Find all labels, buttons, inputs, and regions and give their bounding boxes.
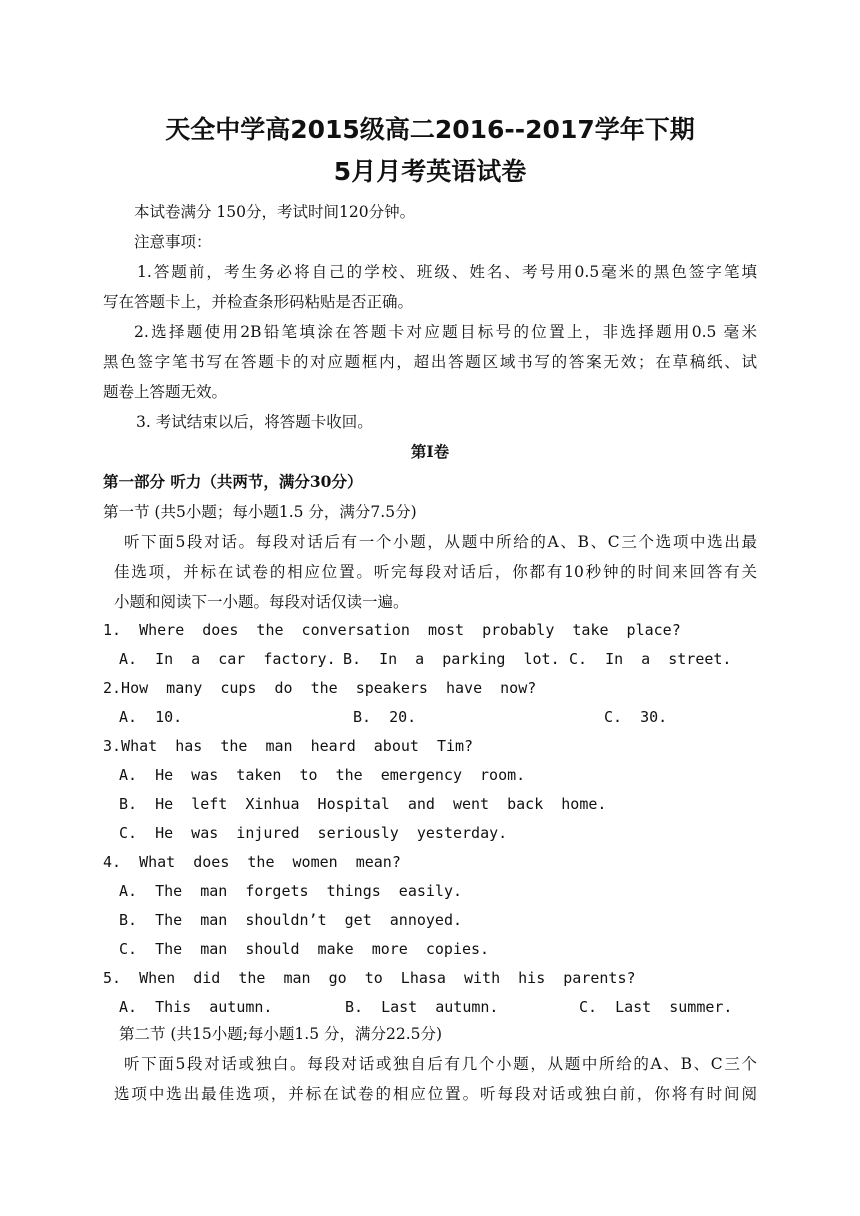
question-3-option-b: B. He left Xinhua Hospital and went back home. bbox=[119, 795, 607, 813]
notice-item-1-line1: 1.答题前，考生务必将自己的学校、班级、姓名、考号用0.5毫米的黑色签字笔填 bbox=[137, 263, 757, 281]
notice-item-3: 3. 考试结束以后，将答题卡收回。 bbox=[136, 413, 373, 431]
question-1: 1. Where does the conversation most probably take place? bbox=[103, 621, 681, 639]
notice-item-2-line2: 黑色签字笔书写在答题卡的对应题框内，超出答题区域书写的答案无效；在草稿纸、试 bbox=[103, 353, 757, 371]
section2-directions-line1: 听下面5段对话或独白。每段对话或独自后有几个小题，从题中所给的A、B、C三个 bbox=[124, 1055, 757, 1073]
section1-directions-line1: 听下面5段对话。每段对话后有一个小题，从题中所给的A、B、C三个选项中选出最 bbox=[124, 533, 757, 551]
exam-title-line2: 5月月考英语试卷 bbox=[333, 157, 527, 186]
question-2-option-a: A. 10. bbox=[119, 708, 183, 726]
question-2-option-b: B. 20. bbox=[353, 708, 417, 726]
question-2: 2.How many cups do the speakers have now? bbox=[103, 679, 537, 697]
question-3-option-c: C. He was injured seriously yesterday. bbox=[119, 824, 508, 842]
question-3-option-a: A. He was taken to the emergency room. bbox=[119, 766, 526, 784]
question-5-option-a: A. This autumn. bbox=[119, 998, 273, 1016]
section1-heading: 第一节 (共5小题；每小题1.5 分，满分7.5分) bbox=[103, 503, 417, 521]
section2-directions-line2: 选项中选出最佳选项，并标在试卷的相应位置。听每段对话或独白前，你将有时间阅 bbox=[114, 1085, 757, 1103]
part1-heading: 第一部分 听力（共两节，满分30分） bbox=[103, 472, 363, 491]
question-5: 5. When did the man go to Lhasa with his parents? bbox=[103, 969, 636, 987]
question-1-option-b: B. In a parking lot. bbox=[343, 650, 560, 668]
section1-directions-line2: 佳选项，并标在试卷的相应位置。听完每段对话后，你都有10秒钟的时间来回答有关 bbox=[114, 563, 757, 581]
exam-title-line1: 天全中学高2015级高二2016--2017学年下期 bbox=[165, 115, 695, 144]
section1-directions-line3: 小题和阅读下一小题。每段对话仅读一遍。 bbox=[114, 593, 409, 611]
section2-heading: 第二节 (共15小题;每小题1.5 分，满分22.5分) bbox=[119, 1025, 443, 1043]
question-4-option-c: C. The man should make more copies. bbox=[119, 940, 490, 958]
notice-heading: 注意事项： bbox=[134, 233, 212, 251]
question-2-option-c: C. 30. bbox=[604, 708, 668, 726]
notice-item-2-line1: 2.选择题使用2B铅笔填涂在答题卡对应题目标号的位置上，非选择题用0.5 毫米 bbox=[134, 323, 757, 341]
question-3: 3.What has the man heard about Tim? bbox=[103, 737, 474, 755]
question-4-option-b: B. The man shouldn’t get annoyed. bbox=[119, 911, 463, 929]
notice-item-1-line2: 写在答题卡上，并检查条形码粘贴是否正确。 bbox=[103, 293, 414, 311]
question-4: 4. What does the women mean? bbox=[103, 853, 401, 871]
question-5-option-c: C. Last summer. bbox=[579, 998, 733, 1016]
question-5-option-b: B. Last autumn. bbox=[345, 998, 499, 1016]
question-4-option-a: A. The man forgets things easily. bbox=[119, 882, 463, 900]
question-1-option-a: A. In a car factory. bbox=[119, 650, 336, 668]
volume-heading: 第Ⅰ卷 bbox=[410, 442, 450, 461]
notice-item-2-line3: 题卷上答题无效。 bbox=[103, 383, 228, 401]
intro-text: 本试卷满分 150分，考试时间120分钟。 bbox=[134, 203, 416, 221]
question-1-option-c: C. In a street. bbox=[569, 650, 732, 668]
